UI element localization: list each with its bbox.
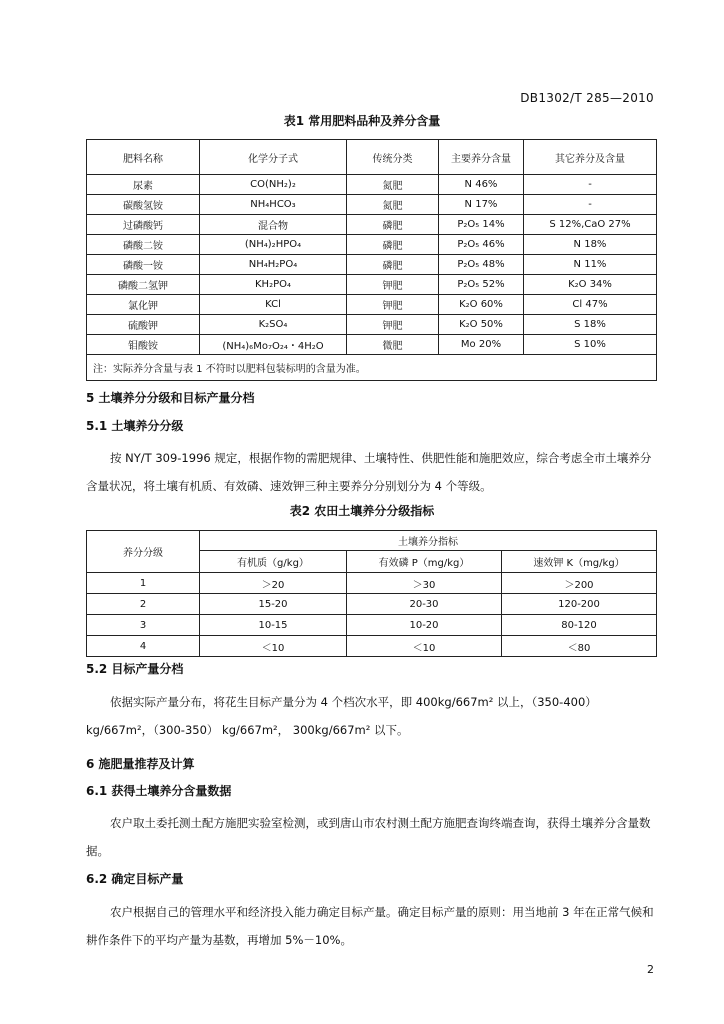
column-header: 养分分级 xyxy=(87,531,200,573)
table-cell: 1 xyxy=(87,573,200,594)
table-row xyxy=(87,615,657,636)
table-cell: K₂O 50% xyxy=(439,315,524,335)
table-cell: 微肥 xyxy=(347,335,439,355)
section-6-2-paragraph: 农户根据自己的管理水平和经济投入能力确定目标产量。确定目标产量的原则：用当地前 3 年在正常气候和耕作条件下的平均产量为基数，再增加 5%－10%。 xyxy=(86,905,654,947)
table-cell: Cl 47% xyxy=(524,295,657,315)
table-row xyxy=(87,175,657,195)
section-5-1-paragraph: 按 NY/T 309-1996 规定，根据作物的需肥规律、土壤特性、供肥性能和施肥效应，综合考虑全市土壤养分含量状况，将土壤有机质、有效磷、速效钾三种主要养分分别划分为 4 个等级。 xyxy=(86,451,652,493)
table-cell: (NH₄)₆Mo₇O₂₄・4H₂O xyxy=(200,335,347,355)
table-cell: N 11% xyxy=(524,255,657,275)
table-cell: N 17% xyxy=(439,195,524,215)
section-5-2-title: 5.2 目标产量分档 xyxy=(86,662,184,676)
table-row xyxy=(87,636,657,657)
table-cell: S 10% xyxy=(524,335,657,355)
table2-caption: 表2 农田土壤养分分级指标 xyxy=(289,504,435,518)
table-row xyxy=(87,195,657,215)
table-cell: 2 xyxy=(87,594,200,615)
page-number: 2 xyxy=(647,963,654,976)
table-cell: ＞30 xyxy=(347,573,502,594)
table-cell: 10-15 xyxy=(200,615,347,636)
section-6-2-title: 6.2 确定目标产量 xyxy=(86,872,184,886)
table-cell: 120-200 xyxy=(502,594,657,615)
table-cell: 钼酸铵 xyxy=(87,335,200,355)
table-cell: NH₄H₂PO₄ xyxy=(200,255,347,275)
table-cell: K₂O 60% xyxy=(439,295,524,315)
table-cell: 4 xyxy=(87,636,200,657)
table-cell: P₂O₅ 14% xyxy=(439,215,524,235)
document-code: DB1302/T 285—2010 xyxy=(520,91,654,105)
table-cell: 20-30 xyxy=(347,594,502,615)
table-row xyxy=(87,594,657,615)
table-cell: CO(NH₂)₂ xyxy=(200,175,347,195)
table-cell: 磷酸二氢钾 xyxy=(87,275,200,295)
table-row xyxy=(87,315,657,335)
table-cell: KH₂PO₄ xyxy=(200,275,347,295)
table-cell: NH₄HCO₃ xyxy=(200,195,347,215)
table-row xyxy=(87,235,657,255)
table-cell: 10-20 xyxy=(347,615,502,636)
table-cell: 碳酸氢铵 xyxy=(87,195,200,215)
table-row xyxy=(87,573,657,594)
table-cell: K₂O 34% xyxy=(524,275,657,295)
table-cell: 钾肥 xyxy=(347,315,439,335)
table-cell: 磷酸一铵 xyxy=(87,255,200,275)
section-5-title: 5 土壤养分分级和目标产量分档 xyxy=(86,391,255,405)
table-cell: 氮肥 xyxy=(347,175,439,195)
table-row xyxy=(87,215,657,235)
table-row xyxy=(87,275,657,295)
section-6-1-paragraph: 农户取土委托测土配方施肥实验室检测，或到唐山市农村测土配方施肥查询终端查询，获得土壤养分含量数据。 xyxy=(86,816,651,858)
table-cell: K₂SO₄ xyxy=(200,315,347,335)
table-cell: 钾肥 xyxy=(347,295,439,315)
table-cell: 混合物 xyxy=(200,215,347,235)
table-cell: P₂O₅ 48% xyxy=(439,255,524,275)
column-header: 其它养分及含量 xyxy=(524,140,657,175)
table-note: 注：实际养分含量与表 1 不符时以肥料包装标明的含量为准。 xyxy=(87,355,657,381)
column-header: 速效钾 K（mg/kg） xyxy=(502,551,657,573)
column-header: 主要养分含量 xyxy=(439,140,524,175)
column-header: 化学分子式 xyxy=(200,140,347,175)
table1-caption: 表1 常用肥料品种及养分含量 xyxy=(283,114,441,128)
table-cell: 过磷酸钙 xyxy=(87,215,200,235)
table-row xyxy=(87,255,657,275)
table-cell: Mo 20% xyxy=(439,335,524,355)
column-group-header: 土壤养分指标 xyxy=(200,531,657,551)
table-header-row xyxy=(87,531,657,551)
table-cell: 硫酸钾 xyxy=(87,315,200,335)
table-cell: N 46% xyxy=(439,175,524,195)
table-cell: 15-20 xyxy=(200,594,347,615)
table-cell: ＜80 xyxy=(502,636,657,657)
table-note-row xyxy=(87,355,657,381)
table-cell: KCl xyxy=(200,295,347,315)
table-cell: ＞20 xyxy=(200,573,347,594)
table-cell: - xyxy=(524,175,657,195)
table-cell: 磷肥 xyxy=(347,255,439,275)
column-header: 肥料名称 xyxy=(87,140,200,175)
table-cell: 氮肥 xyxy=(347,195,439,215)
table-cell: S 18% xyxy=(524,315,657,335)
table-cell: (NH₄)₂HPO₄ xyxy=(200,235,347,255)
table-cell: ＜10 xyxy=(347,636,502,657)
column-header: 传统分类 xyxy=(347,140,439,175)
table-cell: 磷肥 xyxy=(347,235,439,255)
table-cell: - xyxy=(524,195,657,215)
column-header: 有机质（g/kg） xyxy=(200,551,347,573)
table-header-row xyxy=(87,140,657,175)
table-row xyxy=(87,295,657,315)
table-cell: P₂O₅ 52% xyxy=(439,275,524,295)
table-cell: 钾肥 xyxy=(347,275,439,295)
fertilizer-table xyxy=(86,139,657,381)
table-cell: 氯化钾 xyxy=(87,295,200,315)
section-6-1-title: 6.1 获得土壤养分含量数据 xyxy=(86,784,232,798)
table-cell: ＞200 xyxy=(502,573,657,594)
soil-grading-table xyxy=(86,530,657,657)
table-row xyxy=(87,335,657,355)
table-cell: 80-120 xyxy=(502,615,657,636)
table-cell: 3 xyxy=(87,615,200,636)
column-header: 有效磷 P（mg/kg） xyxy=(347,551,502,573)
section-5-2-paragraph: 依据实际产量分布，将花生目标产量分为 4 个档次水平，即 400kg/667m² 以上，（350-400）kg/667m²，（300-350） kg/667m²， 300kg/667m² 以下。 xyxy=(86,695,597,737)
table-cell: ＜10 xyxy=(200,636,347,657)
section-5-1-title: 5.1 土壤养分分级 xyxy=(86,419,184,433)
table-cell: 磷肥 xyxy=(347,215,439,235)
table-cell: 磷酸二铵 xyxy=(87,235,200,255)
table-cell: P₂O₅ 46% xyxy=(439,235,524,255)
section-6-title: 6 施肥量推荐及计算 xyxy=(86,757,195,771)
table-cell: S 12%,CaO 27% xyxy=(524,215,657,235)
table-cell: 尿素 xyxy=(87,175,200,195)
table-cell: N 18% xyxy=(524,235,657,255)
